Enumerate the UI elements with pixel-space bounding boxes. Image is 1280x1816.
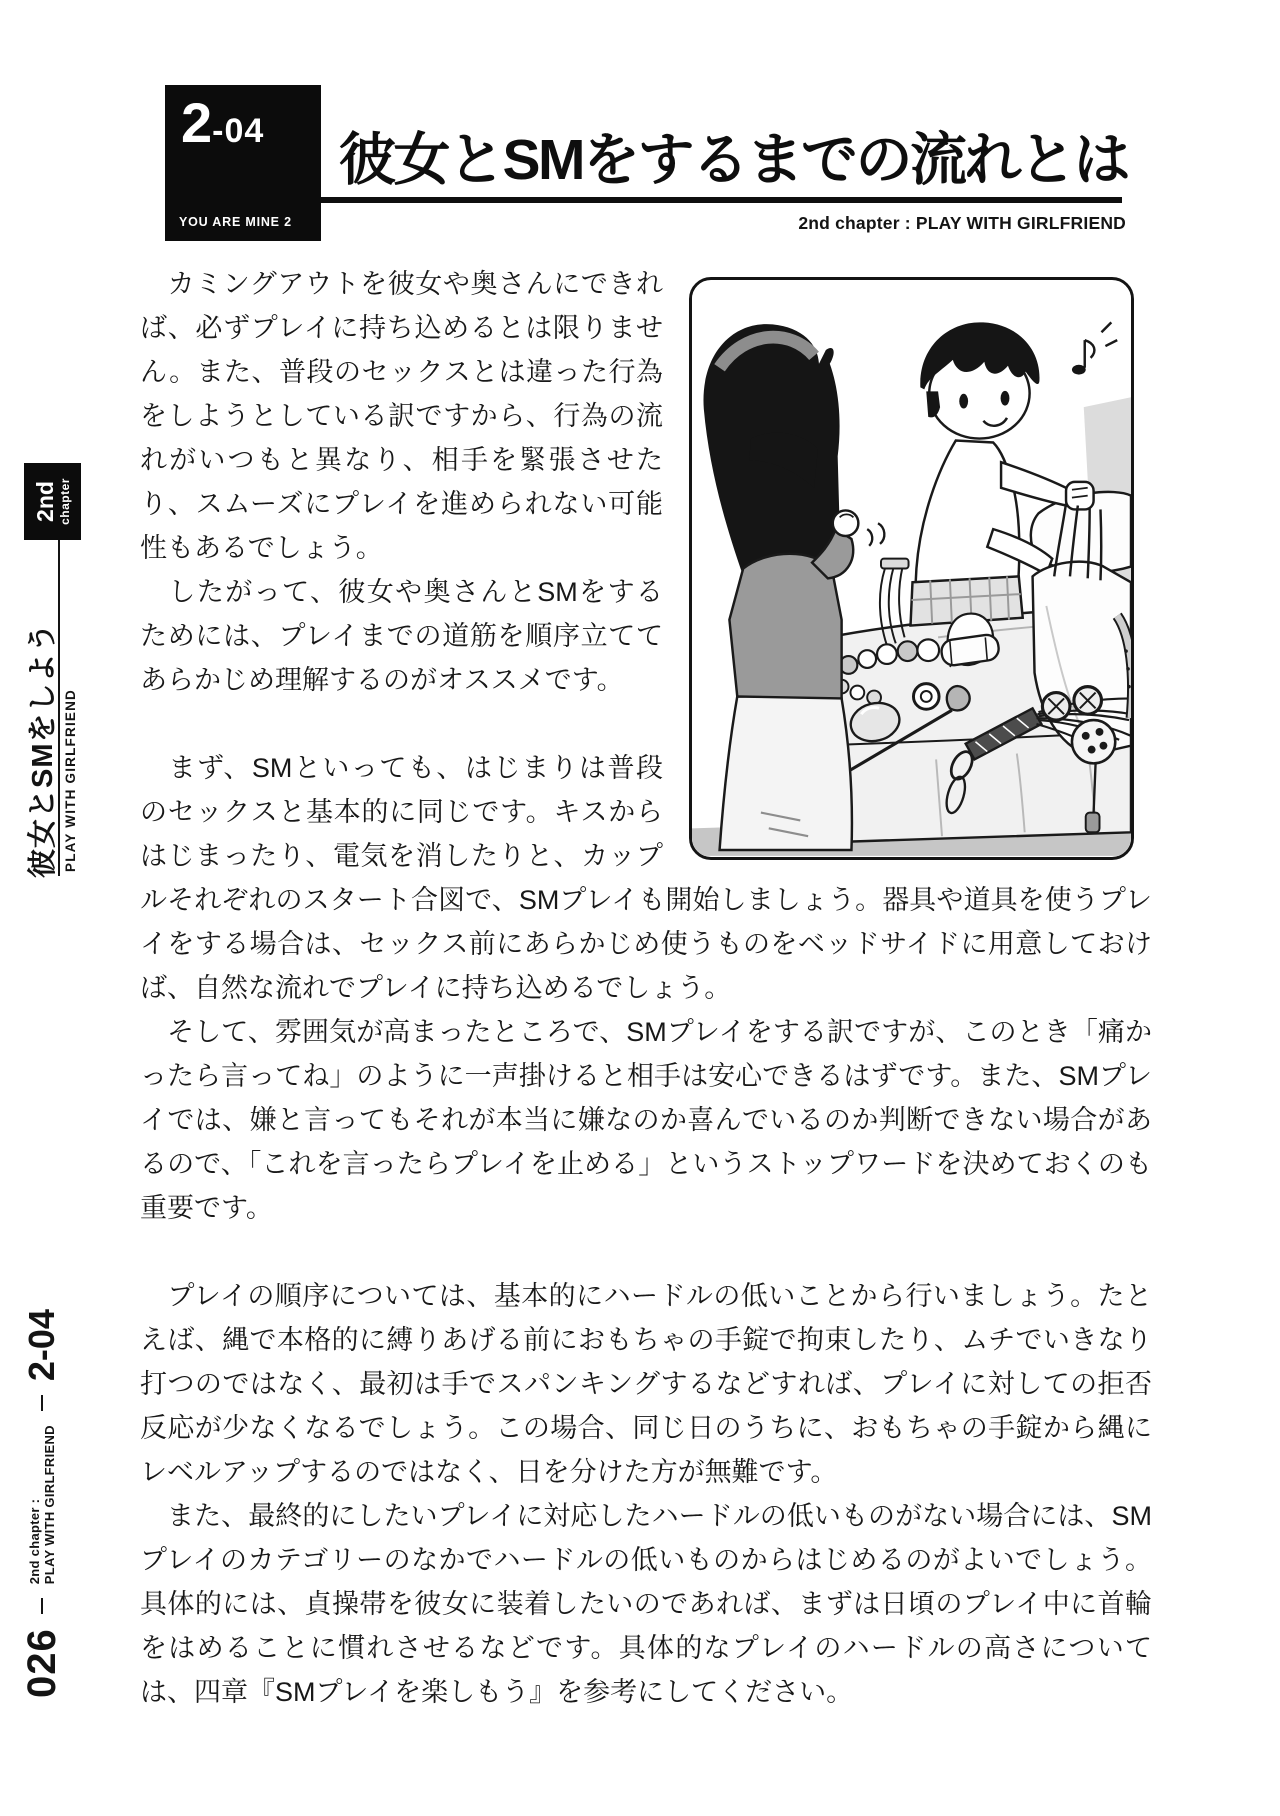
article-text [140, 262, 1152, 1714]
title-underline [321, 197, 1122, 203]
page-title: 彼女とSMをするまでの流れとは [339, 128, 1128, 192]
paragraph: カミングアウトを彼女や奥さんにできれば、必ずプレイに持ち込めるとは限りません。また、普段のセックスとは違った行為をしようとしている訳ですから、行為の流れがいつもと異なり、相手を緊張させたり、スムーズにプレイを進められない可能性もあるでしょう。 [140, 269, 663, 563]
sidebar-chapter-box [24, 463, 81, 540]
man-fist [1066, 482, 1094, 510]
paragraph: したがって、彼女や奥さんとSMをするためには、プレイまでの道筋を順序立ててあらかじめ理解するのがオススメです。 [140, 577, 663, 695]
footer-separator-bar [41, 1395, 44, 1411]
paragraph: まず、SMといっても、はじまりは普段のセックスと基本的に同じです。キスからはじまったり、電気を消したりと、カップルそれぞれのスタート合図で、SMプレイも開始しましょう。器具や道具を使うプレイをする場合は、セックス前にあらかじめ使うものをベッドサイドに用意しておけば、自然な流れでプレイに持ち込めるでしょう。 [140, 753, 1152, 1003]
paragraph: また、最終的にしたいプレイに対応したハードルの低いものがない場合には、SMプレイのカテゴリーのなかでハードルの低いものからはじめるのがよいでしょう。具体的には、貞操帯を彼女に装着したいのであれば、まずは日頃のプレイ中に首輪をはめることに慣れさせるなどです。具体的なプレイのハードルの高さについては、四章『SMプレイを楽しもう』を参考にしてください。 [140, 1501, 1152, 1707]
series-label: YOU ARE MINE 2 [179, 215, 292, 229]
chapter-number-tab [165, 85, 321, 241]
illustration [689, 277, 1134, 860]
footer-chapter-label: 2nd chapter : PLAY WITH GIRLFRIEND [27, 1425, 57, 1585]
sidebar-footer [16, 1309, 68, 1698]
chapter-number-big: 2 [181, 91, 213, 154]
footer-section-number: 2-04 [21, 1309, 62, 1382]
chapter-number-small: -04 [212, 112, 265, 150]
page-number: 026 [19, 1628, 64, 1698]
sidebar-chapter-box-text: 2nd chapter [31, 478, 72, 525]
chapter-number [181, 91, 265, 154]
chapter-subtitle: 2nd chapter : PLAY WITH GIRLFRIEND [798, 213, 1126, 233]
footer-separator-bar [41, 1598, 44, 1614]
paragraph: そして、雰囲気が高まったところで、SMプレイをする訳ですが、このとき「痛かったら言ってね」のように一声掛けると相手は安心できるはずです。また、SMプレイでは、嫌と言ってもそれが本当に嫌なのか喜んでいるのか判断できない場合があるので、「これを言ったらプレイを止める」というストップワードを決めておくのも重要です。 [140, 1017, 1152, 1223]
sidebar-section-title-ja: 彼女とSMをしよう [27, 622, 59, 878]
paragraph: プレイの順序については、基本的にハードルの低いことから行いましょう。たとえば、縄で本格的に縛りあげる前におもちゃの手錠で拘束したり、ムチでいきなり打つのではなく、最初は手でスパンキングするなどすれば、プレイに対しての拒否反応が少なくなるでしょう。この場合、同じ日のうちに、おもちゃの手錠から縄にレベルアップするのではなく、日を分けた方が無難です。 [140, 1281, 1152, 1487]
sidebar-section-title-en: PLAY WITH GIRLFRIEND [63, 688, 78, 872]
